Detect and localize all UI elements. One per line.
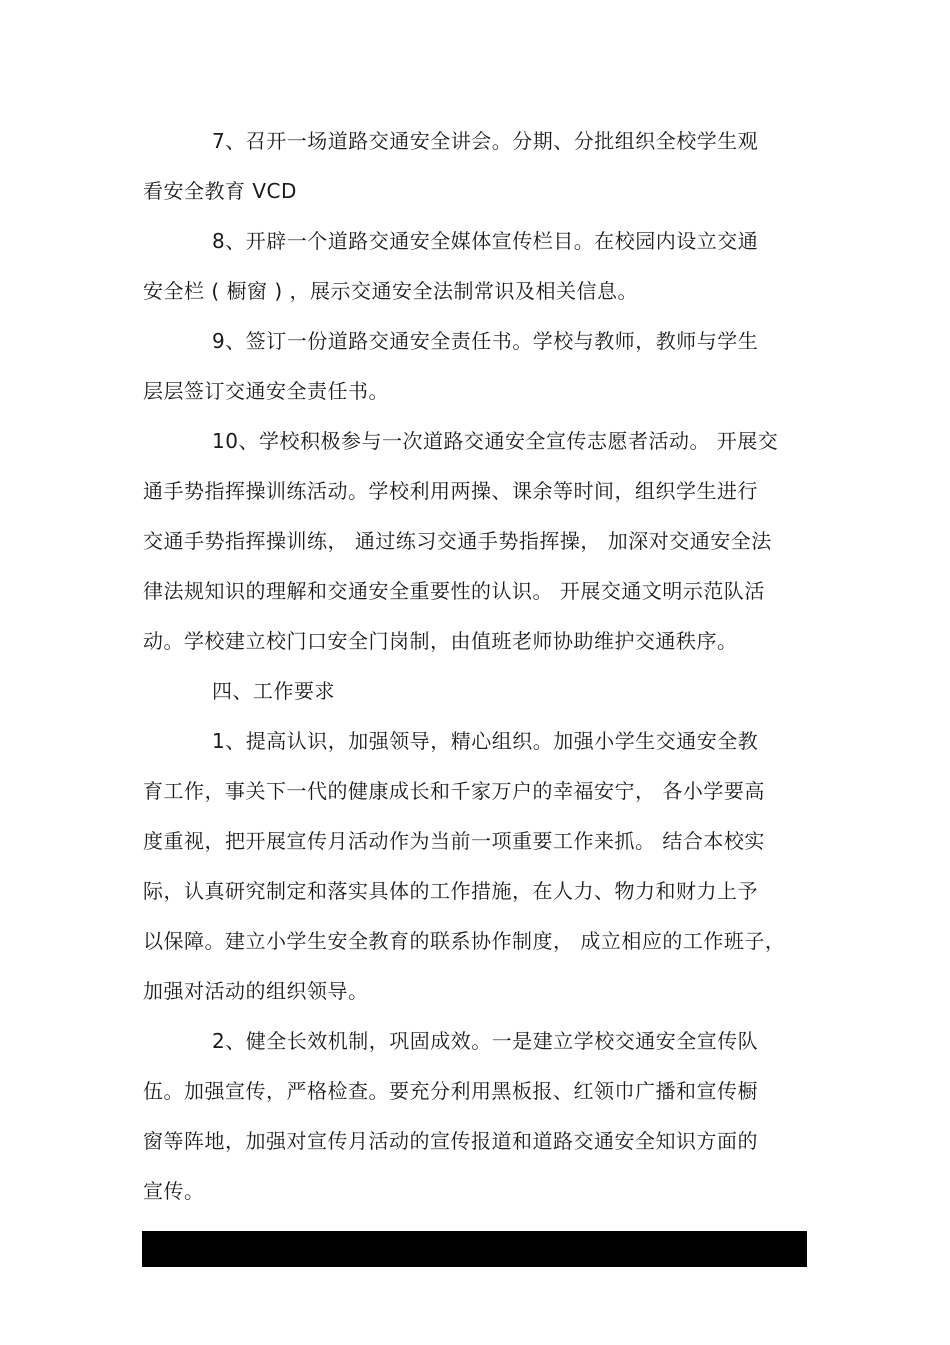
requirement-1-line-3: 度重视，把开展宣传月活动作为当前一项重要工作来抓。 结合本校实 xyxy=(143,829,765,853)
paragraph-10-line-4: 律法规知识的理解和交通安全重要性的认识。 开展交通文明示范队活 xyxy=(143,579,765,603)
section-heading: 四、工作要求 xyxy=(212,679,335,703)
requirement-1-line-1: 1、提高认识，加强领导，精心组织。加强小学生交通安全教 xyxy=(212,729,759,753)
paragraph-9-line-1: 9、签订一份道路交通安全责任书。学校与教师，教师与学生 xyxy=(212,329,759,353)
paragraph-10-line-3: 交通手势指挥操训练， 通过练习交通手势指挥操， 加深对交通安全法 xyxy=(143,529,772,553)
requirement-2-line-4: 宣传。 xyxy=(143,1179,205,1203)
paragraph-8-line-2: 安全栏 ( 橱窗 ) ，展示交通安全法制常识及相关信息。 xyxy=(143,279,639,303)
redaction-bar xyxy=(142,1231,807,1267)
paragraph-10-line-1: 10、学校积极参与一次道路交通安全宣传志愿者活动。 开展交 xyxy=(212,429,779,453)
paragraph-10-line-5: 动。学校建立校门口安全门岗制，由值班老师协助维护交通秩序。 xyxy=(143,629,738,653)
requirement-2-line-1: 2、健全长效机制，巩固成效。一是建立学校交通安全宣传队 xyxy=(212,1029,759,1053)
paragraph-7-line-1: 7、召开一场道路交通安全讲会。分期、分批组织全校学生观 xyxy=(212,129,759,153)
paragraph-9-line-2: 层层签订交通安全责任书。 xyxy=(143,379,389,403)
requirement-1-line-6: 加强对活动的组织领导。 xyxy=(143,979,369,1003)
requirement-1-line-5: 以保障。建立小学生安全教育的联系协作制度， 成立相应的工作班子， xyxy=(143,929,786,953)
paragraph-10-line-2: 通手势指挥操训练活动。学校利用两操、课余等时间，组织学生进行 xyxy=(143,479,758,503)
paragraph-8-line-1: 8、开辟一个道路交通安全媒体宣传栏目。在校园内设立交通 xyxy=(212,229,759,253)
requirement-2-line-3: 窗等阵地，加强对宣传月活动的宣传报道和道路交通安全知识方面的 xyxy=(143,1129,758,1153)
requirement-1-line-4: 际，认真研究制定和落实具体的工作措施，在人力、物力和财力上予 xyxy=(143,879,758,903)
paragraph-7-line-2: 看安全教育 VCD xyxy=(143,179,297,203)
requirement-2-line-2: 伍。加强宣传，严格检查。要充分利用黑板报、红领巾广播和宣传橱 xyxy=(143,1079,758,1103)
requirement-1-line-2: 育工作，事关下一代的健康成长和千家万户的幸福安宁， 各小学要高 xyxy=(143,779,765,803)
